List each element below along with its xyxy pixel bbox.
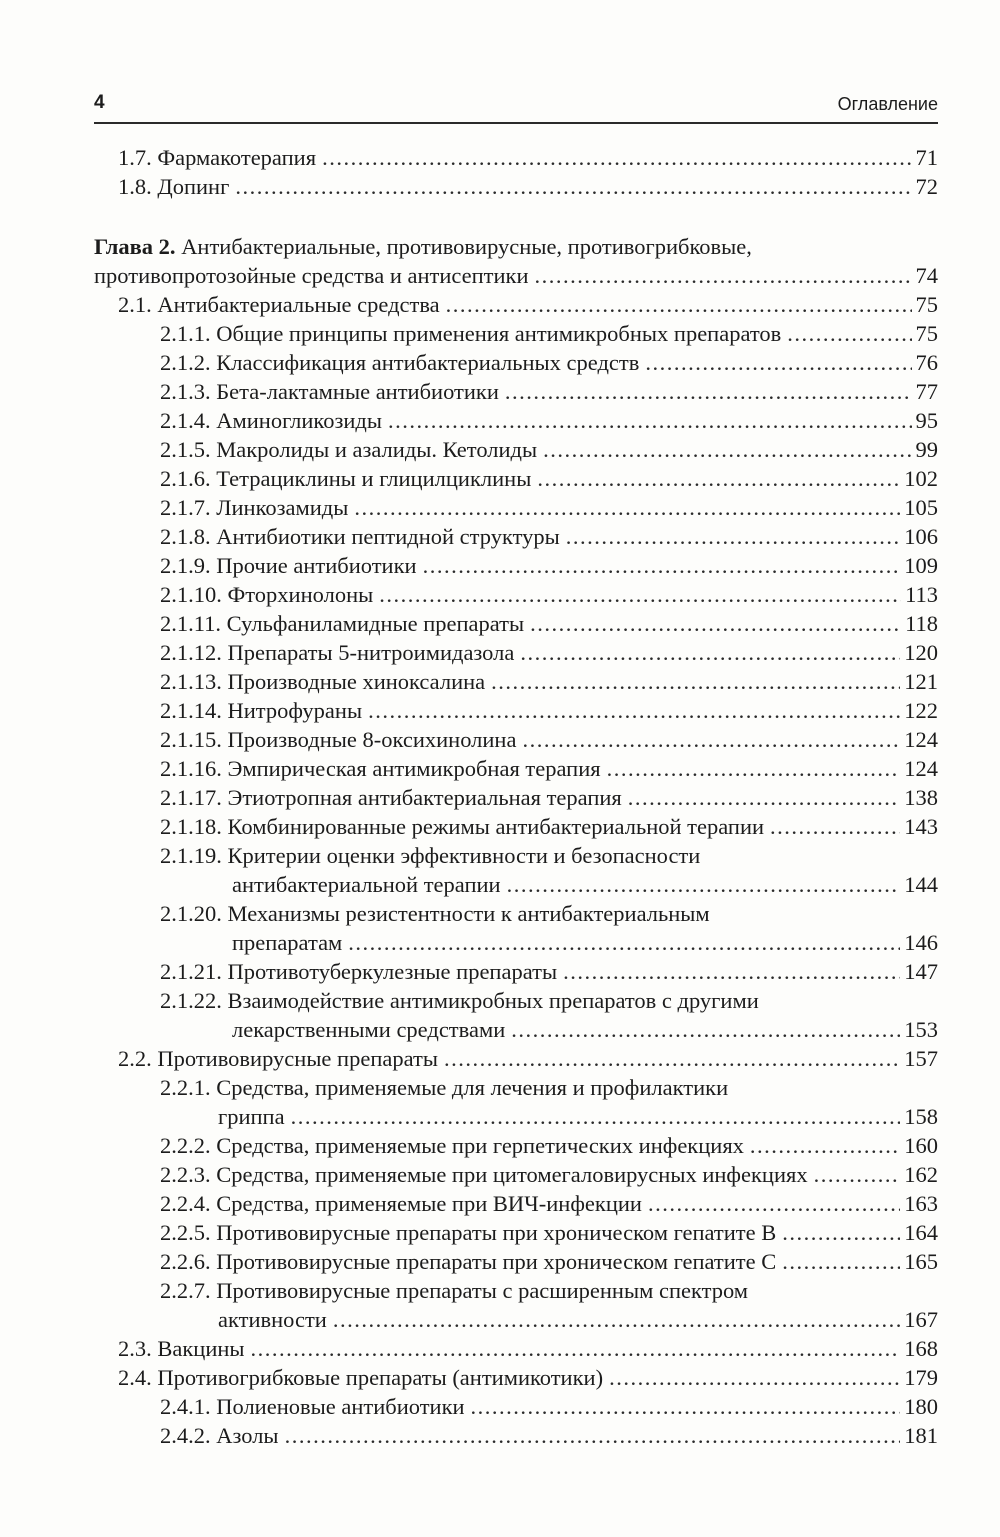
toc-entry[interactable] [232,1015,938,1044]
toc-entry[interactable] [118,143,938,172]
toc-page-number: 146 [904,930,938,955]
toc-entry-title [218,1305,327,1334]
toc-entry[interactable] [160,812,938,841]
toc-entry[interactable] [118,290,938,319]
dot-leader [535,261,912,290]
toc-entry-label: 2.2.6. Противовирусные препараты при хроническом гепатите С [160,1249,777,1274]
toc-entry-label: 2.1.22. Взаимодействие антимикробных препаратов с другими [160,988,759,1013]
dot-leader [235,172,911,201]
toc-page-number: 113 [905,582,938,607]
dot-leader [322,143,911,172]
toc-entry-title [232,928,342,957]
toc-page-number: 165 [904,1249,938,1274]
page-number: 4 [94,92,105,113]
toc-entry-label: 2.1.16. Эмпирическая антимикробная терапия [160,756,601,781]
toc-page-number: 181 [904,1423,938,1448]
toc-entry[interactable] [118,1334,938,1363]
toc-entry-title [160,667,485,696]
toc-entry[interactable] [160,522,938,551]
toc-entry[interactable] [160,1073,728,1102]
toc-entry[interactable] [160,754,938,783]
toc-entry[interactable] [94,261,938,290]
toc-entry[interactable] [118,172,938,201]
chapter-prefix: Глава 2. [94,234,176,259]
dot-leader [491,667,900,696]
toc-entry-label: 2.1.6. Тетрациклины и глицилциклины [160,466,532,491]
toc-entry[interactable] [160,580,938,609]
toc-page-number: 163 [904,1191,938,1216]
dot-leader [782,1247,900,1276]
toc-entry-label: Антибактериальные, противовирусные, противогрибковые, [175,234,752,259]
toc-entry[interactable] [160,667,938,696]
toc-page-number: 157 [904,1046,938,1071]
toc-page-number: 76 [915,350,938,375]
toc-entry-label: 2.1.13. Производные хиноксалина [160,669,486,694]
toc-page-number: 106 [904,524,938,549]
dot-leader [333,1305,900,1334]
dot-leader [609,1363,900,1392]
dot-leader [750,1131,900,1160]
toc-entry-title [118,1363,603,1392]
toc-entry[interactable] [118,1363,938,1392]
dot-leader [770,812,900,841]
toc-page-number: 138 [904,785,938,810]
toc-page-number: 124 [904,756,938,781]
toc-entry-label: 2.1.12. Препараты 5-нитроимидазола [160,640,515,665]
dot-leader [648,1189,900,1218]
dot-leader [543,435,911,464]
toc-entry-label: 2.1.11. Сульфаниламидные препараты [160,611,525,636]
dot-leader [368,696,900,725]
toc-entry-label: 2.2.2. Средства, применяемые при герпетических инфекциях [160,1133,744,1158]
toc-entry-label: 2.2.3. Средства, применяемые при цитомегаловирусных инфекциях [160,1162,808,1187]
toc-entry-label: 2.2.7. Противовирусные препараты с расширенным спектром [160,1278,749,1303]
toc-entry[interactable] [94,232,752,261]
toc-entry-title [160,377,499,406]
toc-entry-label: гриппа [218,1104,285,1129]
dot-leader [537,464,900,493]
dot-leader [645,348,911,377]
toc-entry-label: 2.1.10. Фторхинолоны [160,582,374,607]
toc-entry-title [160,638,514,667]
toc-page-number: 71 [915,145,938,170]
toc-entry-title [160,522,560,551]
toc-entry-title [160,841,700,870]
dot-leader [814,1160,901,1189]
toc-entry-title [160,812,764,841]
toc-entry-label: 1.7. Фармакотерапия [118,145,317,170]
dot-leader [563,957,900,986]
toc-entry-label: 2.4.1. Полиеновые антибиотики [160,1394,465,1419]
dot-leader [388,406,912,435]
toc-page-number: 153 [904,1017,938,1042]
toc-entry-title [160,725,516,754]
dot-leader [566,522,900,551]
dot-leader [348,928,900,957]
toc-entry-title [160,348,639,377]
dot-leader [444,1044,900,1073]
toc-entry-title [160,957,557,986]
toc-page-number: 122 [904,698,938,723]
toc-entry-title [160,1073,728,1102]
toc-entry-title [118,1044,438,1073]
toc-entry-label: 2.2.5. Противовирусные препараты при хроническом гепатите В [160,1220,777,1245]
toc-entry-title [160,319,781,348]
toc-entry-label: 2.1.17. Этиотропная антибактериальная терапия [160,785,622,810]
toc-entry-title [118,143,316,172]
toc-entry-title [160,435,537,464]
toc-entry-label: 2.1.7. Линкозамиды [160,495,349,520]
toc-page-number: 179 [904,1365,938,1390]
toc-entry-label: 1.8. Допинг [118,174,230,199]
toc-page-number: 120 [904,640,938,665]
toc-entry-label: 2.1.3. Бета-лактамные антибиотики [160,379,499,404]
toc-entry-label: антибактериальной терапии [232,872,501,897]
toc-entry[interactable] [160,1189,938,1218]
toc-entry-title [160,1247,776,1276]
toc-entry[interactable] [160,1131,938,1160]
toc-entry-title [94,261,529,290]
toc-entry-title [160,1189,642,1218]
dot-leader [471,1392,901,1421]
toc-entry-title [160,551,417,580]
toc-entry-label: лекарственными средствами [232,1017,506,1042]
toc-entry[interactable] [160,348,938,377]
dot-leader [511,1015,900,1044]
toc-entry-label: 2.2.1. Средства, применяемые для лечения и профилактики [160,1075,729,1100]
toc-entry[interactable] [160,406,938,435]
toc-entry[interactable] [160,1247,938,1276]
toc-page-number: 164 [904,1220,938,1245]
toc-entry-title [232,870,501,899]
dot-leader [446,290,912,319]
dot-leader [507,870,901,899]
toc-page-number: 99 [915,437,938,462]
toc-entry-label: 2.1.5. Макролиды и азалиды. Кетолиды [160,437,538,462]
toc-page-number: 160 [904,1133,938,1158]
toc-page-number: 180 [904,1394,938,1419]
toc-entry-title [160,464,531,493]
dot-leader [379,580,901,609]
toc-entry[interactable] [218,1102,938,1131]
toc-entry-label: 2.1.14. Нитрофураны [160,698,363,723]
toc-entry-title [118,1334,245,1363]
toc-entry[interactable] [160,1392,938,1421]
dot-leader [607,754,901,783]
toc-entry-label: 2.2. Противовирусные препараты [118,1046,438,1071]
toc-entry[interactable] [160,957,938,986]
toc-page-number: 144 [904,872,938,897]
toc-entry-label: 2.1.21. Противотуберкулезные препараты [160,959,558,984]
toc-entry-title [218,1102,285,1131]
toc-entry[interactable] [160,1218,938,1247]
toc-entry-label: 2.1.9. Прочие антибиотики [160,553,417,578]
toc-entry[interactable] [160,1276,748,1305]
toc-entry[interactable] [160,841,700,870]
toc-entry[interactable] [218,1305,938,1334]
toc-entry[interactable] [160,899,710,928]
toc-entry-label: 2.1.15. Производные 8-оксихинолина [160,727,517,752]
toc-entry[interactable] [232,928,938,957]
toc-entry-title [160,609,524,638]
toc-entry[interactable] [160,435,938,464]
toc-page-number: 109 [904,553,938,578]
toc-entry-title [118,290,440,319]
toc-page-number: 77 [915,379,938,404]
dot-leader [291,1102,901,1131]
toc-entry-title [160,1276,748,1305]
toc-entry-label: 2.1. Антибактериальные средства [118,292,440,317]
dot-leader [520,638,900,667]
toc-entry[interactable] [160,464,938,493]
toc-entry-label: 2.1.20. Механизмы резистентности к антибактериальным [160,901,710,926]
toc-entry-title [160,493,348,522]
running-header [94,88,938,124]
toc-entry-title [160,1392,465,1421]
toc-entry-title [160,1160,808,1189]
toc-entry[interactable] [160,319,938,348]
toc-entry[interactable] [160,696,938,725]
toc-page-number: 121 [904,669,938,694]
toc-page-number: 95 [915,408,938,433]
toc-page-number: 167 [904,1307,938,1332]
toc-entry-label: противопротозойные средства и антисептики [94,263,529,288]
toc-page-number: 162 [904,1162,938,1187]
toc-entry[interactable] [160,1421,938,1450]
toc-entry[interactable] [160,551,938,580]
dot-leader [782,1218,900,1247]
toc-entry[interactable] [232,870,938,899]
dot-leader [522,725,900,754]
dot-leader [251,1334,901,1363]
toc-entry-title [160,1218,776,1247]
toc-page-number: 168 [904,1336,938,1361]
toc-page-number: 102 [904,466,938,491]
toc-page-number: 143 [904,814,938,839]
toc-entry[interactable] [160,493,938,522]
toc-entry-label: 2.1.18. Комбинированные режимы антибактериальной терапии [160,814,765,839]
running-title: Оглавление [837,94,938,114]
toc-page-number: 158 [904,1104,938,1129]
toc-entry[interactable] [160,377,938,406]
dot-leader [530,609,901,638]
toc-entry-label: 2.1.1. Общие принципы применения антимикробных препаратов [160,321,782,346]
dot-leader [354,493,900,522]
toc-entry-title [94,232,752,261]
toc-entry-title [118,172,229,201]
toc-page-number: 118 [905,611,938,636]
toc-entry[interactable] [160,638,938,667]
toc-entry[interactable] [160,725,938,754]
toc-entry-label: 2.4. Противогрибковые препараты (антимикотики) [118,1365,604,1390]
toc-entry[interactable] [160,1160,938,1189]
dot-leader [285,1421,901,1450]
toc-page-number: 75 [915,321,938,346]
toc-entry-title [160,783,622,812]
toc-entry-label: 2.1.2. Классификация антибактериальных средств [160,350,640,375]
toc-page-number: 124 [904,727,938,752]
toc-entry-label: 2.2.4. Средства, применяемые при ВИЧ-инфекции [160,1191,642,1216]
toc-entry-label: 2.3. Вакцины [118,1336,245,1361]
toc-entry-title [160,986,759,1015]
toc-entry-label: активности [218,1307,327,1332]
toc-entry-title [160,754,601,783]
toc-entry-title [232,1015,505,1044]
toc-entry-label: 2.1.19. Критерии оценки эффективности и безопасности [160,843,701,868]
toc-page-number: 147 [904,959,938,984]
toc-entry[interactable] [160,783,938,812]
dot-leader [787,319,911,348]
toc-entry-title [160,696,362,725]
toc-entry[interactable] [160,986,759,1015]
toc-page-number: 75 [915,292,938,317]
toc-page-number: 74 [915,263,938,288]
toc-entry-title [160,1421,279,1450]
dot-leader [423,551,901,580]
toc-entry[interactable] [160,609,938,638]
toc-entry-title [160,899,710,928]
dot-leader [505,377,912,406]
toc-entry-label: 2.4.2. Азолы [160,1423,279,1448]
toc-entry-title [160,580,373,609]
toc-entry-label: 2.1.8. Антибиотики пептидной структуры [160,524,560,549]
toc-entry-label: 2.1.4. Аминогликозиды [160,408,382,433]
toc-page-number: 72 [915,174,938,199]
toc-entry-label: препаратам [232,930,343,955]
toc-page-number: 105 [904,495,938,520]
dot-leader [628,783,900,812]
toc-entry[interactable] [118,1044,938,1073]
toc-entry-title [160,406,382,435]
toc-entry-title [160,1131,744,1160]
